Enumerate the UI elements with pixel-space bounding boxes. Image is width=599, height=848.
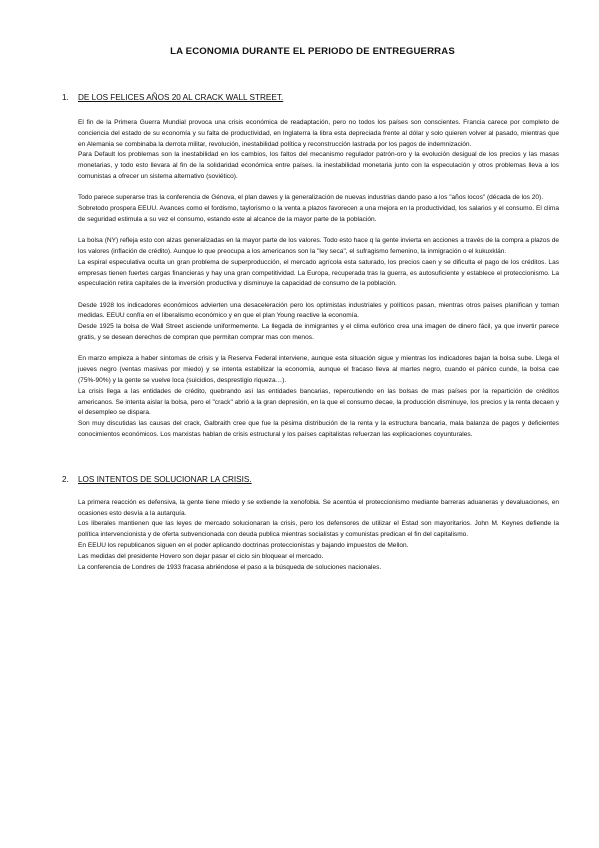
paragraph: La bolsa (NY) refleja esto con alzas generalizadas en la mayor parte de los valores. Todo esto hace q la gente invierta en acciones a través de la compra a plazos de los valores (inflación de crédito). Aunque lo que preocupa a los americanos son la "ley seca", el sufragismo femenino, la inmigración o el kukuxklán.: [78, 237, 559, 255]
section-1: [62, 93, 559, 441]
paragraph: La espiral especulativa oculta un gran problema de superproducción, el mercado agrícola esta saturado, los precios caen y se dificulta el pago de los créditos. Las empresas tienen fuertes cargas financieras y hay una gran competitividad. La Europa, recuperada tras la guerra, es autosuficiente y establece el proteccionismo. La especulación retira capitales de la inversión productiva y disminuye la capacidad de consumo de la población.: [78, 258, 559, 288]
section-number: 1.: [62, 93, 69, 102]
paragraph: La primera reacción es defensiva, la gente tiene miedo y se extiende la xenofobia. Se acentúa el proteccionismo mediante barreras aduaneras y devaluaciones, en ocasiones esto desvía a la autarquía.: [78, 498, 559, 517]
paragraph: Para Default los problemas son la inestabilidad en los cambios, los faltos del mecanismo regulador patrón-oro y la evolución desigual de los precios y las masas monetarias, y todo esto llevara al fin de la solidaridad económica entre países. la inestabilidad monetaria junto con la especulación y otros problemas lleva a los comunistas a ofrecer un sistema alternativo (soviético).: [78, 151, 559, 180]
paragraph: Las medidas del presidente Hovero son dejar pasar el ciclo sin bloquear el mercado.: [78, 552, 324, 560]
paragraph: En marzo empieza a haber síntomas de crisis y la Reserva Federal interviene, aunque esta situación sigue y mientras los indicadores bajan la bolsa sube. Llega el jueves negro (ventas masivas por miedo) y se intenta estabilizar la economía, aunque el fracaso lleva al martes negro, cuando el pánico cunde, la bolsa cae (75%-90%) y la gente se vuelve loca (suicidios, desprestigio riqueza…).: [78, 355, 559, 384]
section-heading: [62, 475, 559, 484]
paragraph: Todo parece superarse tras la conferencia de Génova, el plan dawes y la generalización de nuevas industrias dando paso a los "años locos" (década de los 20).: [78, 194, 544, 202]
paragraph: El fin de la Primera Guerra Mundial provoca una crisis económica de readaptación, pero no todos los países son conscientes. Francia carece por completo de conciencia del estado de su economía y su falta de productividad, en Inglaterra la libra esta depreciada frente al dólar y solo quieren volver al pasado, mientras que en Alemania se combinaba la derrota militar, revolución, inestabilidad política y reconstrucción lastrada por los pagos de indemnización.: [78, 119, 559, 148]
section-number: 2.: [62, 474, 69, 484]
document-title: LA ECONOMIA DURANTE EL PERIODO DE ENTREGUERRAS: [170, 46, 455, 57]
section-title: LOS INTENTOS DE SOLUCIONAR LA CRISIS.: [78, 474, 252, 484]
section-title: DE LOS FELICES AÑOS 20 AL CRACK WALL STREET.: [78, 93, 284, 102]
paragraph: Desde 1928 los indicadores económicos advierten una desaceleración pero los optimistas industriales y políticos pasan, mientras otros países planifican y toman medidas. EEUU confía en el liberalismo económico y en que el plan Young reactive la economía.: [78, 301, 559, 320]
paragraph: Son muy discutidas las causas del crack, Galbraith cree que fue la pésima distribución de la renta y la estructura bancaria, mala balanza de pagos y deficientes conocimientos económicos. Los marxistas hablan de crisis estructural y los países capitalistas refuerzan las explicaciones coyunturales.: [78, 420, 559, 438]
paragraph: Los liberales mantienen que las leyes de mercado solucionaran la crisis, pero los defensores de utilizar el Estad son mayoritarios. John M. Keynes defiende la política intervencionista y de oferta subvencionada con deuda publica mientras socialistas y comunistas predican el fin del capitalismo.: [78, 520, 559, 539]
paragraph: La crisis llega a las entidades de crédito, quebrando así las entidades bancarias, repercutiendo en las bolsas de mas países por la repartición de créditos americanos. Se intenta aislar la bolsa, pero el "crack" abrió a la gran depresión, en la que el consumo decae, la producción disminuye, los precios y la renta decaen y el desempleo se dispara.: [78, 387, 559, 417]
paragraph: La conferencia de Londres de 1933 fracasa abriéndose el paso a la búsqueda de soluciones nacionales.: [78, 563, 382, 571]
paragraph: Desde 1925 la bolsa de Wall Street asciende uniformemente. La llegada de inmigrantes y el clima eufórico crea una imagen de dinero fácil, ya que invertir parece gratis, y se desean derechos de compran que permitan comprar mas con menos.: [78, 323, 559, 342]
paragraph: Sobretodo prospera EEUU. Avances como el fordismo, taylorismo o la venta a plazos favorecen a una mejora en la productividad, los salarios y el consumo. El clima de seguridad estimula a su vez el consumo, estando este al alcance de la mayor parte de la población.: [78, 205, 559, 223]
section-2: [62, 474, 559, 574]
section-heading: [62, 93, 559, 102]
paragraph: En EEUU los republicanos siguen en el poder aplicando doctrinas proteccionistas y bajando impuestos de Mellon.: [78, 541, 409, 549]
